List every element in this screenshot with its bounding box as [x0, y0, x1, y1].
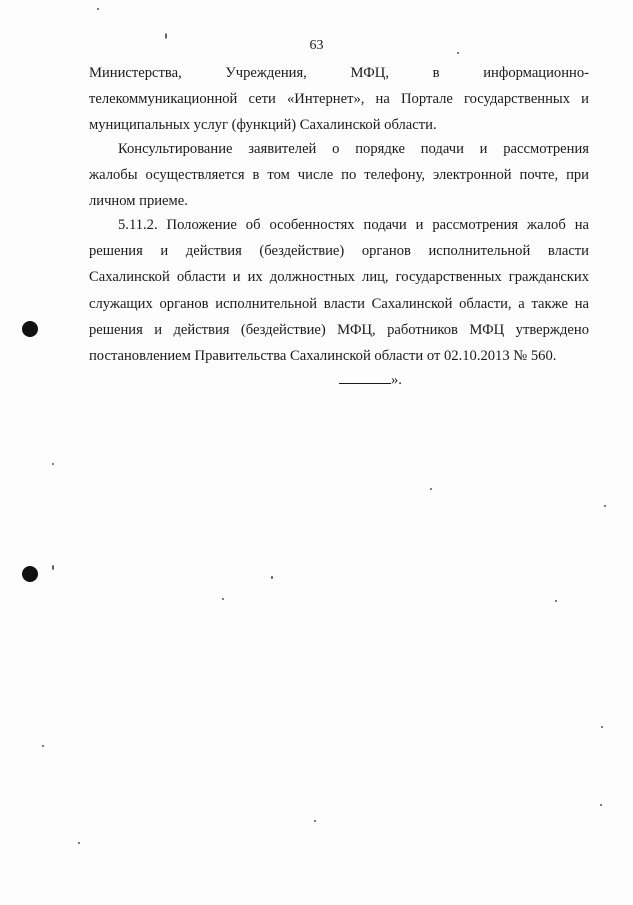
scan-speck — [600, 804, 602, 806]
scan-speck — [271, 576, 273, 579]
paragraph-1-line-1: Министерства, Учреждения, МФЦ, в информационно- — [89, 65, 589, 81]
paragraph-3-line-2: решения и действия (бездействие) органов исполнительной власти — [89, 243, 589, 260]
closing-quote — [339, 370, 402, 389]
paragraph-1 — [89, 60, 589, 139]
scan-speck — [52, 463, 54, 465]
paragraph-3-line-6: постановлением Правительства Сахалинской области от 02.10.2013 № 560. — [89, 347, 557, 364]
paragraph-3-line-4: служащих органов исполнительной власти Сахалинской области, а также на — [89, 295, 589, 312]
paragraph-3 — [89, 212, 589, 369]
scan-speck — [97, 8, 99, 10]
paragraph-1-line-3: муниципальных услуг (функций) Сахалинской области. — [89, 117, 437, 134]
paragraph-3-line-5: решения и действия (бездействие) МФЦ, работников МФЦ утверждено — [89, 321, 589, 338]
scan-speck — [52, 565, 54, 570]
scan-speck — [430, 488, 432, 490]
scan-speck — [601, 726, 603, 728]
scan-speck — [165, 33, 167, 39]
paragraph-2-line-2: жалобы осуществляется в том числе по телефону, электронной почте, при — [89, 167, 589, 184]
closing-quote-text: ». — [391, 372, 402, 388]
scan-speck — [314, 820, 316, 822]
scan-speck — [555, 600, 557, 602]
scan-speck — [604, 505, 606, 507]
paragraph-2 — [89, 136, 589, 215]
closing-blank-line — [339, 370, 391, 384]
punch-hole-mark — [22, 321, 38, 337]
scan-speck — [222, 598, 224, 600]
paragraph-2-line-3: личном приеме. — [89, 193, 188, 210]
scan-speck — [457, 52, 459, 54]
scan-speck — [78, 842, 80, 844]
paragraph-1-line-2: телекоммуникационной сети «Интернет», на Портале государственных и — [89, 91, 589, 108]
punch-hole-mark — [22, 566, 38, 582]
page-number: 63 — [309, 38, 324, 53]
paragraph-3-line-3: Сахалинской области и их должностных лиц, государственных гражданских — [89, 269, 589, 286]
paragraph-3-line-1: 5.11.2. Положение об особенностях подачи и рассмотрения жалоб на — [118, 217, 589, 233]
scan-speck — [42, 745, 44, 747]
paragraph-2-line-1: Консультирование заявителей о порядке подачи и рассмотрения — [118, 141, 589, 157]
